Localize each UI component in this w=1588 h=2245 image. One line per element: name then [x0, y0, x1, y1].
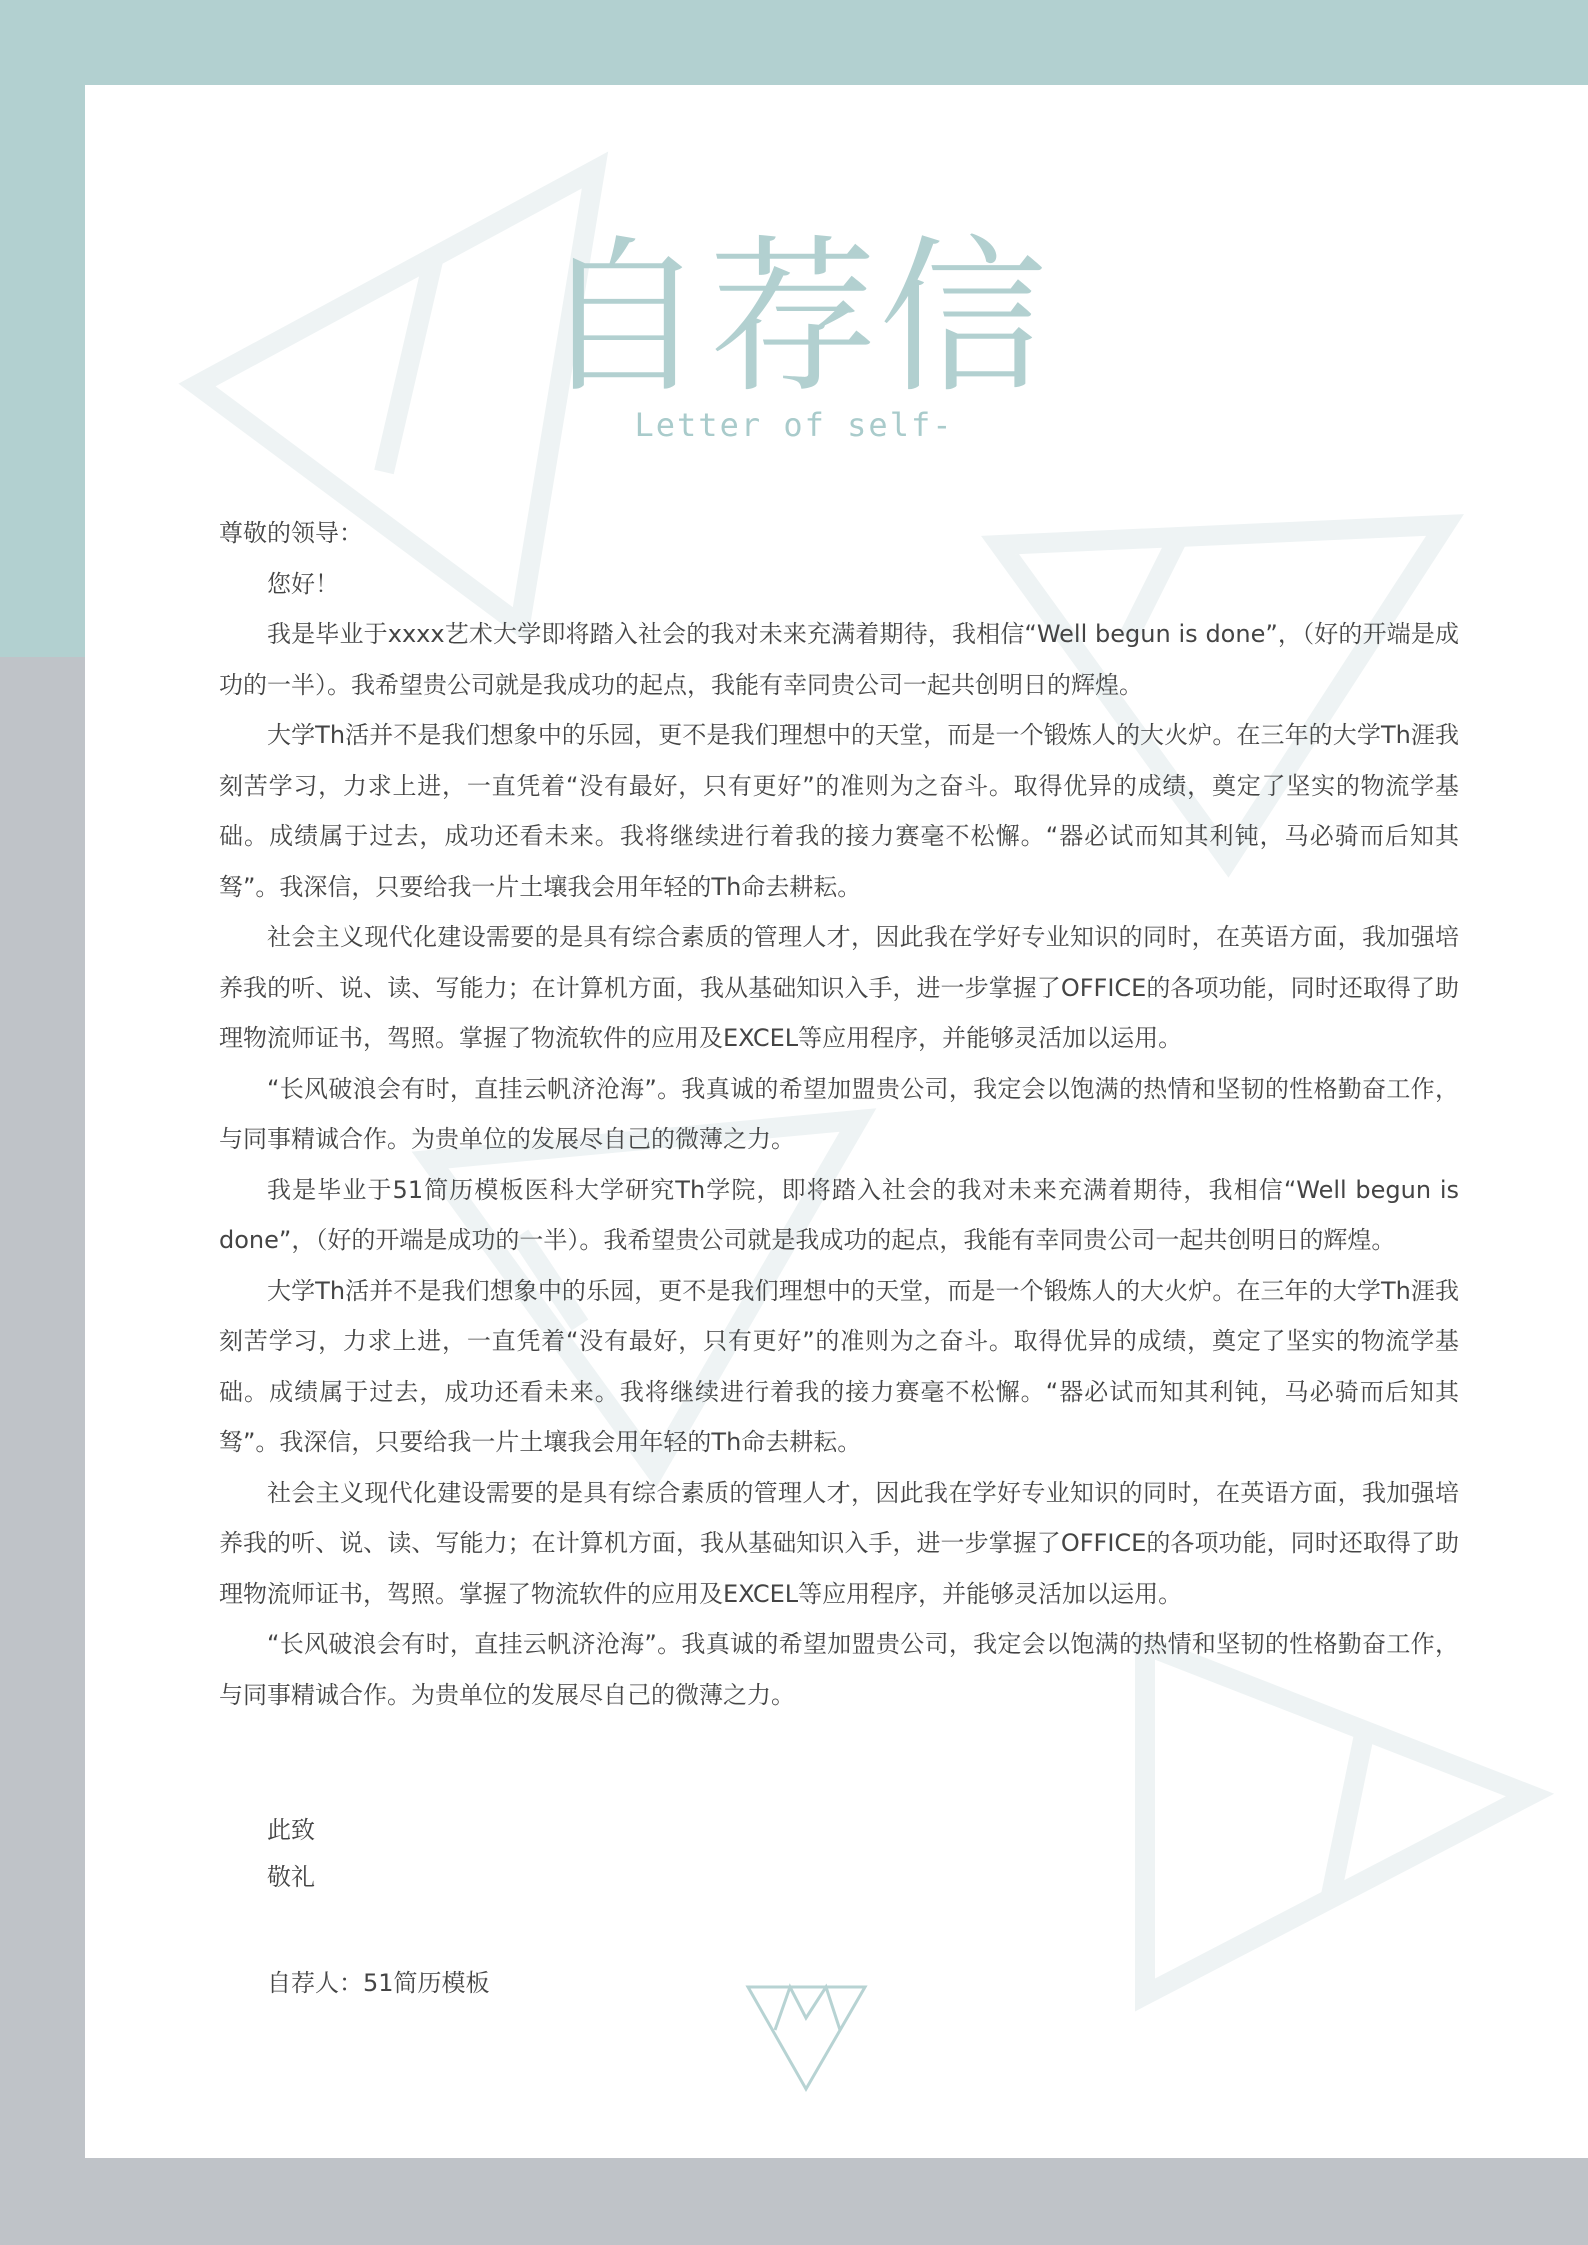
letter-body: [219, 508, 1459, 1720]
closing-line-2: 敬礼: [267, 1863, 315, 1891]
paragraph: 我是毕业于51简历模板医科大学研究Th学院，即将踏入社会的我对未来充满着期待，我相信“Well begun is done”，（好的开端是成功的一半）。我希望贵公司就是我成功的起点，我能有幸同贵公司一起共创明日的辉煌。: [219, 1175, 1459, 1254]
paragraph: 我是毕业于xxxx艺术大学即将踏入社会的我对未来充满着期待，我相信“Well begun is done”，（好的开端是成功的一半）。我希望贵公司就是我成功的起点，我能有幸同贵公司一起共创明日的辉煌。: [219, 620, 1459, 699]
greeting: 您好！: [267, 569, 339, 598]
paragraph: “长风破浪会有时，直挂云帆济沧海”。我真诚的希望加盟贵公司，我定会以饱满的热情和坚韧的性格勤奋工作，与同事精诚合作。为贵单位的发展尽自己的微薄之力。: [219, 1074, 1459, 1153]
page-subtitle: Letter of self-: [634, 406, 954, 444]
paragraph: “长风破浪会有时，直挂云帆济沧海”。我真诚的希望加盟贵公司，我定会以饱满的热情和坚韧的性格勤奋工作，与同事精诚合作。为贵单位的发展尽自己的微薄之力。: [219, 1630, 1459, 1709]
signature: 自荐人：51简历模板: [267, 1969, 490, 1997]
paragraph: 社会主义现代化建设需要的是具有综合素质的管理人才，因此我在学好专业知识的同时，在英语方面，我加强培养我的听、说、读、写能力；在计算机方面，我从基础知识入手，进一步掌握了OFFICE的各项功能，同时还取得了助理物流师证书，驾照。掌握了物流软件的应用及EXCEL等应用程序，并能够灵活加以运用。: [219, 923, 1459, 1052]
closing-line-1: 此致: [267, 1816, 315, 1844]
page-title: 自荐信: [539, 220, 1049, 416]
closing-block: [267, 1807, 315, 1901]
salutation: 尊敬的领导：: [219, 519, 363, 547]
paragraph: 大学Th活并不是我们想象中的乐园，更不是我们理想中的天堂，而是一个锻炼人的大火炉。在三年的大学Th涯我刻苦学习，力求上进，一直凭着“没有最好，只有更好”的准则为之奋斗。取得优异的成绩，奠定了坚实的物流学基础。成绩属于过去，成功还看未来。我将继续进行着我的接力赛毫不松懈。“器必试而知其利钝，马必骑而后知其驽”。我深信，只要给我一片土壤我会用年轻的Th命去耕耘。: [219, 1276, 1459, 1456]
paragraph: 大学Th活并不是我们想象中的乐园，更不是我们理想中的天堂，而是一个锻炼人的大火炉。在三年的大学Th涯我刻苦学习，力求上进，一直凭着“没有最好，只有更好”的准则为之奋斗。取得优异的成绩，奠定了坚实的物流学基础。成绩属于过去，成功还看未来。我将继续进行着我的接力赛毫不松懈。“器必试而知其利钝，马必骑而后知其驽”。我深信，只要给我一片土壤我会用年轻的Th命去耕耘。: [219, 721, 1459, 901]
paragraph: 社会主义现代化建设需要的是具有综合素质的管理人才，因此我在学好专业知识的同时，在英语方面，我加强培养我的听、说、读、写能力；在计算机方面，我从基础知识入手，进一步掌握了OFFICE的各项功能，同时还取得了助理物流师证书，驾照。掌握了物流软件的应用及EXCEL等应用程序，并能够灵活加以运用。: [219, 1478, 1459, 1608]
triangle-logo-icon: [748, 1987, 865, 2089]
